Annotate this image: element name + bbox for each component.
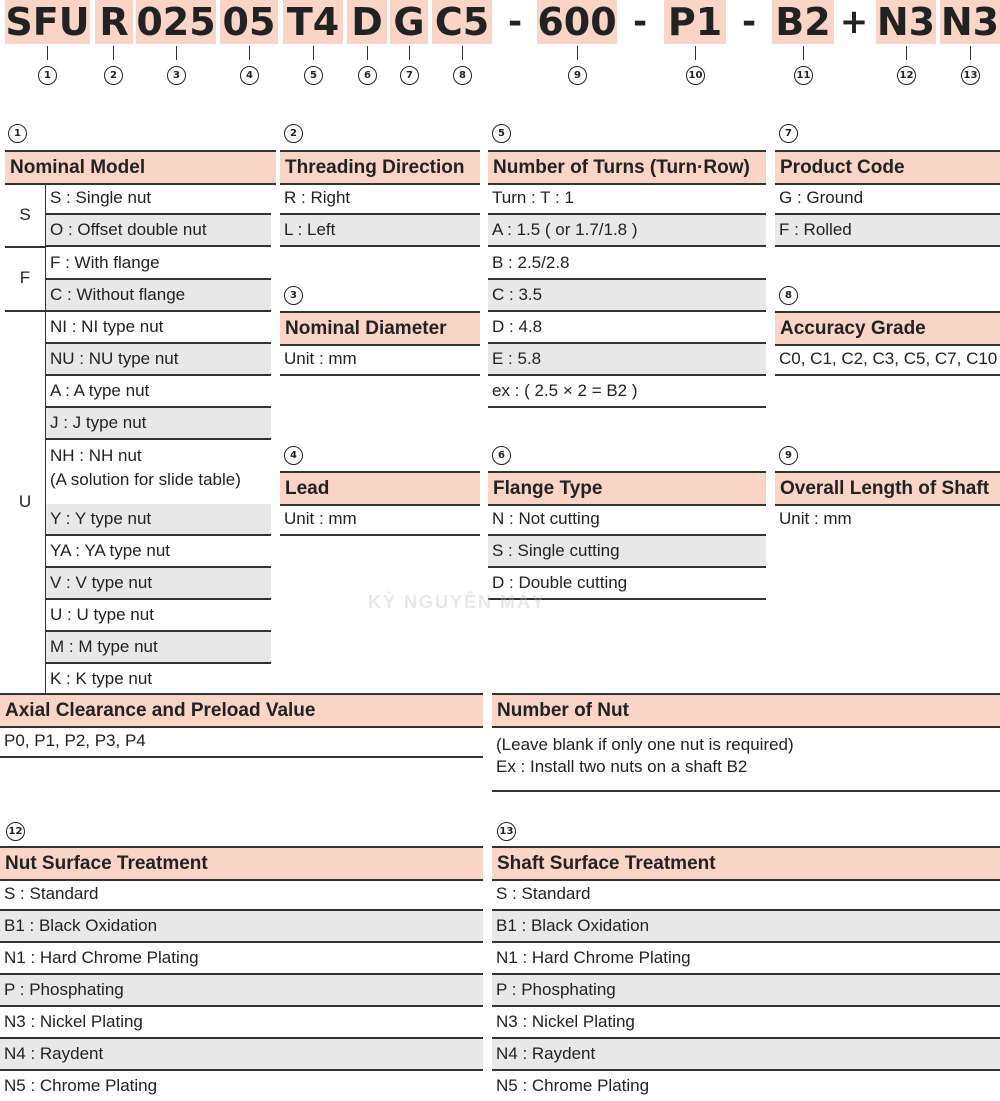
list-item: P : Phosphating: [0, 975, 483, 1007]
list-item: N : Not cutting: [488, 504, 766, 536]
code-separator-2: -: [632, 2, 648, 42]
list-item: N4 : Raydent: [0, 1039, 483, 1071]
list-item: N3 : Nickel Plating: [0, 1007, 483, 1039]
callout-6: 6: [358, 66, 377, 85]
list-item: NU : NU type nut: [46, 344, 271, 376]
category-code: U: [18, 492, 32, 511]
callout-11: 11: [794, 66, 813, 85]
list-item: Y : Y type nut: [46, 504, 271, 536]
code-segment-9: 600: [537, 0, 617, 44]
callout-12: 12: [897, 66, 916, 85]
flange-type-header: Flange Type: [488, 471, 766, 506]
section-number: 5: [492, 124, 511, 143]
accuracy-grade-header: Accuracy Grade: [775, 311, 1000, 346]
code-segment-10: P1: [664, 0, 726, 44]
nominal-model-header: Nominal Model: [5, 150, 276, 185]
number-of-nut-header: Number of Nut: [492, 693, 1000, 728]
list-item: K : K type nut: [50, 669, 153, 688]
list-item: N1 : Hard Chrome Plating: [492, 943, 1000, 975]
list-item: YA : YA type nut: [46, 536, 271, 568]
list-item: G : Ground: [775, 183, 1000, 215]
section-number: 13: [497, 822, 516, 841]
callout-8: 8: [453, 66, 472, 85]
list-item: D : Double cutting: [488, 568, 766, 600]
code-separator-4: +: [839, 2, 869, 42]
list-item: S : Single cutting: [488, 536, 766, 568]
list-item: C : 3.5: [488, 280, 766, 312]
list-item: C0, C1, C2, C3, C5, C7, C10: [775, 344, 1000, 376]
callout-4: 4: [240, 66, 259, 85]
code-segment-3: 025: [136, 0, 216, 44]
category-code: F: [19, 268, 31, 287]
code-segment-12: N3: [876, 0, 936, 44]
list-item: Unit : mm: [280, 344, 480, 376]
threading-direction-header: Threading Direction: [280, 150, 480, 185]
list-item: N4 : Raydent: [492, 1039, 1000, 1071]
section-number: 12: [6, 822, 25, 841]
list-item: N3 : Nickel Plating: [492, 1007, 1000, 1039]
list-item: M : M type nut: [46, 632, 271, 664]
list-item: F : With flange: [46, 248, 271, 280]
list-item: B : 2.5/2.8: [488, 248, 766, 280]
axial-clearance-header: Axial Clearance and Preload Value: [0, 693, 483, 728]
callout-5: 5: [304, 66, 323, 85]
list-item: P : Phosphating: [492, 975, 1000, 1007]
section-number: 4: [284, 446, 303, 465]
list-item: E : 5.8: [488, 344, 766, 376]
callout-9: 9: [568, 66, 587, 85]
code-segment-5: T4: [283, 0, 343, 44]
list-item: S : Single nut: [46, 183, 271, 215]
list-item: B1 : Black Oxidation: [0, 911, 483, 943]
list-item-line: (A solution for slide table): [50, 470, 241, 489]
list-item: N5 : Chrome Plating: [4, 1076, 158, 1095]
code-segment-2: R: [95, 0, 133, 44]
list-item: Unit : mm: [280, 504, 480, 536]
product-code-header: Product Code: [775, 150, 1000, 185]
code-segment-6: D: [347, 0, 387, 44]
list-item: V : V type nut: [46, 568, 271, 600]
list-item: NI : NI type nut: [46, 312, 271, 344]
list-item-line: NH : NH nut: [50, 446, 142, 465]
list-item: B1 : Black Oxidation: [492, 911, 1000, 943]
section-number: 7: [779, 124, 798, 143]
code-segment-11: B2: [772, 0, 834, 44]
section-number: 1: [8, 124, 27, 143]
list-item: L : Left: [280, 215, 480, 247]
list-item: C : Without flange: [46, 280, 271, 312]
code-segment-7: G: [390, 0, 428, 44]
nut-surface-header: Nut Surface Treatment: [0, 846, 483, 881]
list-item-line: (Leave blank if only one nut is required): [496, 735, 794, 754]
callout-10: 10: [686, 66, 705, 85]
code-separator-1: -: [507, 2, 523, 42]
section-number: 2: [284, 124, 303, 143]
callout-13: 13: [961, 66, 980, 85]
section-number: 8: [779, 286, 798, 305]
category-code: S: [19, 205, 31, 224]
shaft-surface-header: Shaft Surface Treatment: [492, 846, 1000, 881]
code-segment-13: N3: [940, 0, 1000, 44]
list-item: ex : ( 2.5 × 2 = B2 ): [488, 376, 766, 408]
list-item: A : 1.5 ( or 1.7/1.8 ): [488, 215, 766, 247]
list-item: S : Standard: [0, 879, 483, 911]
code-separator-3: -: [741, 2, 757, 42]
code-segment-1: SFU: [5, 0, 90, 44]
list-item: N1 : Hard Chrome Plating: [0, 943, 483, 975]
callout-2: 2: [104, 66, 123, 85]
code-segment-8: C5: [432, 0, 492, 44]
lead-header: Lead: [280, 471, 480, 506]
list-item: A : A type nut: [46, 376, 271, 408]
list-item: Turn : T : 1: [488, 183, 766, 215]
list-item: U : U type nut: [46, 600, 271, 632]
list-item: J : J type nut: [46, 408, 271, 440]
list-item: F : Rolled: [775, 215, 1000, 247]
list-item: N5 : Chrome Plating: [496, 1076, 650, 1095]
callout-7: 7: [400, 66, 419, 85]
list-item: O : Offset double nut: [46, 215, 271, 247]
list-item-line: Ex : Install two nuts on a shaft B2: [496, 757, 748, 776]
list-item: R : Right: [280, 183, 480, 215]
list-item: Unit : mm: [779, 509, 852, 528]
list-item: [492, 730, 1000, 792]
code-segment-4: 05: [220, 0, 278, 44]
section-number: 3: [284, 286, 303, 305]
list-item: P0, P1, P2, P3, P4: [0, 726, 483, 758]
turns-header: Number of Turns (Turn·Row): [488, 150, 766, 185]
section-number: 6: [492, 446, 511, 465]
list-item: D : 4.8: [488, 312, 766, 344]
section-number: 9: [779, 446, 798, 465]
callout-1: 1: [38, 66, 57, 85]
callout-3: 3: [167, 66, 186, 85]
nominal-diameter-header: Nominal Diameter: [280, 311, 480, 346]
list-item: [46, 440, 271, 508]
overall-length-header: Overall Length of Shaft: [775, 471, 1000, 506]
list-item: S : Standard: [492, 879, 1000, 911]
watermark: KỲ NGUYÊN MÁY: [368, 592, 547, 612]
